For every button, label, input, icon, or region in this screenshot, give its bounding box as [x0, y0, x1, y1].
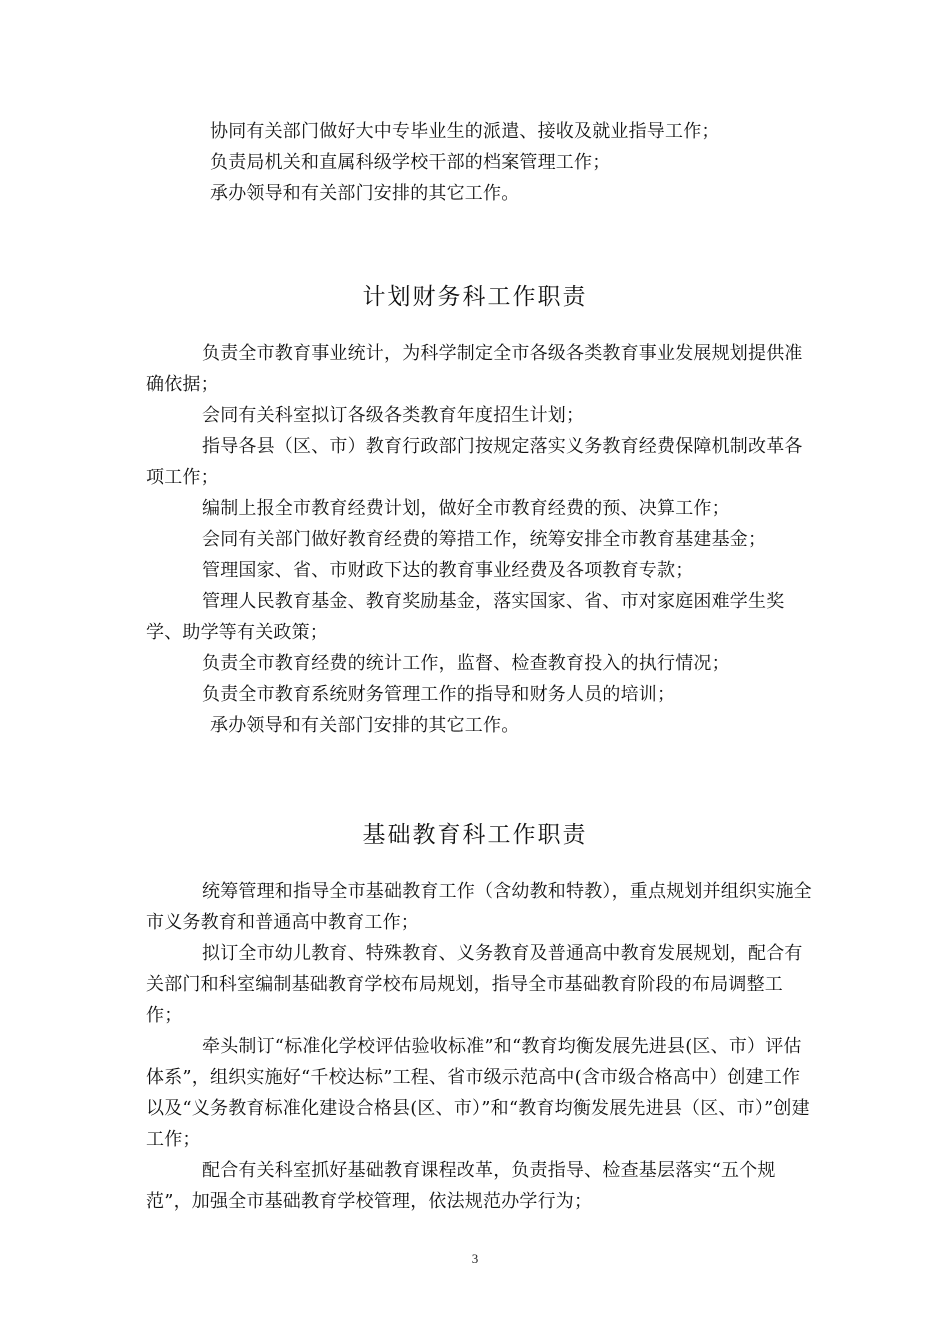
basic-education-section: [146, 876, 816, 1217]
paragraph: 负责全市教育事业统计，为科学制定全市各级各类教育事业发展规划提供准确依据；: [146, 343, 803, 395]
paragraph: 负责局机关和直属科级学校干部的档案管理工作；: [210, 152, 611, 173]
paragraph: 负责全市教育经费的统计工作，监督、检查教育投入的执行情况；: [202, 653, 730, 674]
paragraph: 会同有关科室拟订各级各类教育年度招生计划；: [202, 405, 585, 426]
section-heading-basic-education: 基础教育科工作职责: [362, 822, 588, 848]
paragraph: 协同有关部门做好大中专毕业生的派遣、接收及就业指导工作；: [210, 121, 720, 142]
paragraph: 承办领导和有关部门安排的其它工作。: [210, 183, 520, 204]
paragraph: 拟订全市幼儿教育、特殊教育、义务教育及普通高中教育发展规划，配合有关部门和科室编制基础教育学校布局规划，指导全市基础教育阶段的布局调整工作；: [146, 943, 803, 1026]
section-heading-finance: 计划财务科工作职责: [362, 284, 588, 310]
paragraph: 承办领导和有关部门安排的其它工作。: [210, 715, 520, 736]
paragraph: 指导各县（区、市）教育行政部门按规定落实义务教育经费保障机制改革各项工作；: [146, 436, 803, 488]
paragraph: 会同有关部门做好教育经费的筹措工作，统筹安排全市教育基建基金；: [202, 529, 767, 550]
page-number: 3: [471, 1251, 479, 1266]
paragraph: 牵头制订“标准化学校评估验收标准”和“教育均衡发展先进县(区、市）评估体系”，组织实施好“千校达标”工程、省市级示范高中(含市级合格高中）创建工作以及“义务教育标准化建设合格县(区、市）”和“教育均衡发展先进县（区、市）”创建工作；: [146, 1036, 810, 1150]
intro-section: [146, 116, 816, 209]
paragraph: 管理国家、省、市财政下达的教育事业经费及各项教育专款；: [202, 560, 694, 581]
finance-section: [146, 338, 816, 741]
paragraph: 编制上报全市教育经费计划，做好全市教育经费的预、决算工作；: [202, 498, 730, 519]
paragraph: 负责全市教育系统财务管理工作的指导和财务人员的培训；: [202, 684, 676, 705]
paragraph: 管理人民教育基金、教育奖励基金，落实国家、省、市对家庭困难学生奖学、助学等有关政策；: [146, 591, 785, 643]
paragraph: 配合有关科室抓好基础教育课程改革，负责指导、检查基层落实“五个规范”，加强全市基础教育学校管理，依法规范办学行为；: [146, 1160, 776, 1212]
paragraph: 统筹管理和指导全市基础教育工作（含幼教和特教），重点规划并组织实施全市义务教育和普通高中教育工作；: [146, 881, 812, 933]
